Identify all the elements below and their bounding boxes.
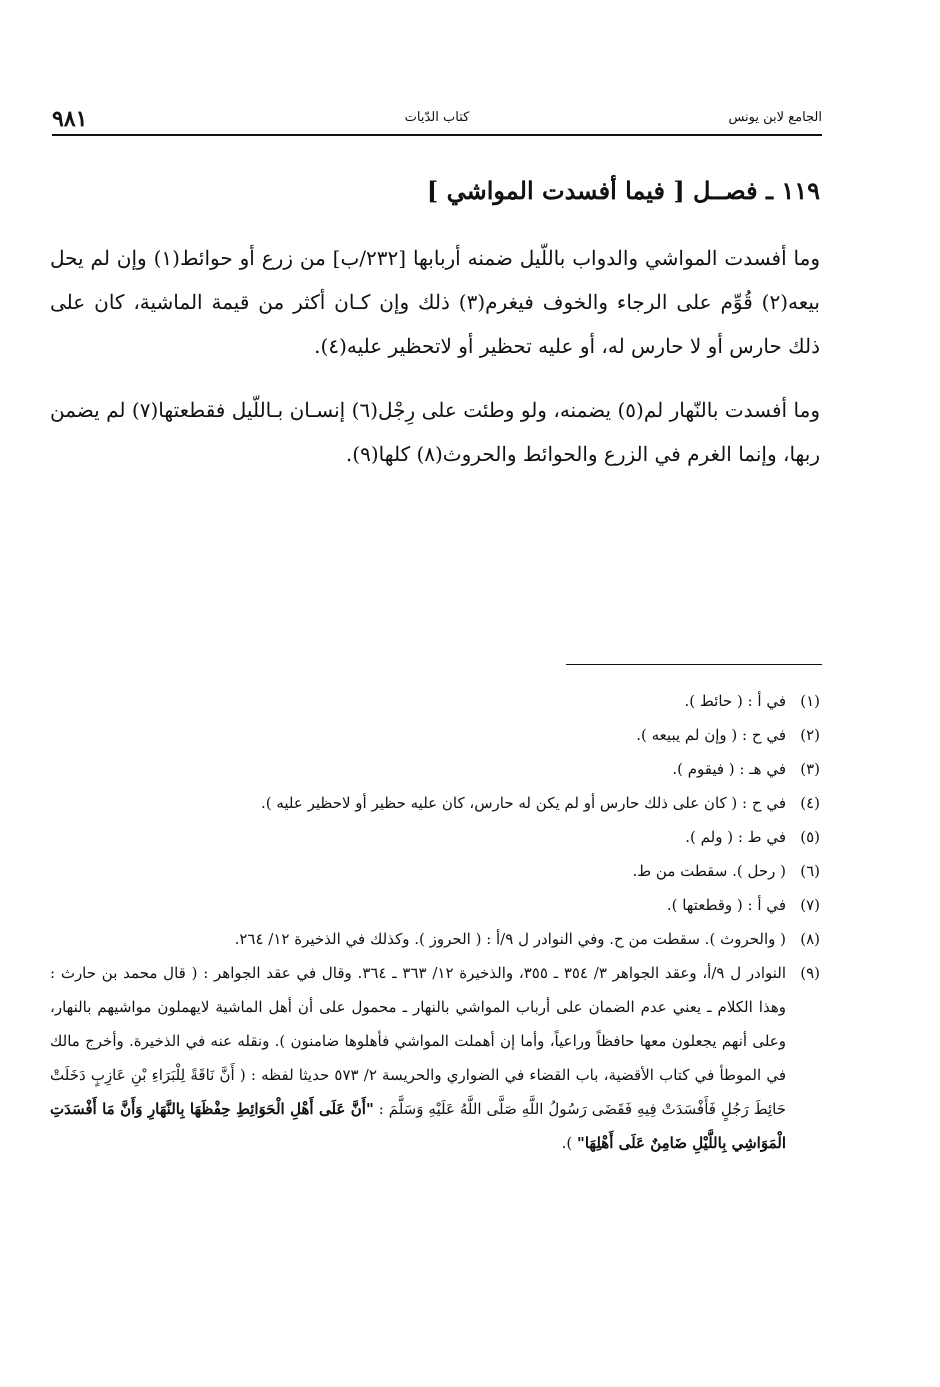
hadith-quote: "أَنَّ عَلَى أَهْلِ الْحَوَائِطِ حِفْظَهَا بِالنَّهَارِ وَأَنَّ مَا أَفْسَدَتِ الْمَوَاشِي بِاللَّيْلِ ضَامِنٌ عَلَى أَهْلِهَا"	[50, 1100, 786, 1152]
footnote-number: (٧)	[800, 896, 820, 914]
footnote-number: (٨)	[800, 930, 820, 948]
running-header	[52, 104, 822, 136]
paragraph: وما أفسدت بالنّهار لم(٥) يضمنه، ولو وطئت على رِجْل(٦) إنسـان بـاللّيل فقطعتها(٧) لم يضمن ربها، وإنما الغرم في الزرع والحوائط والحروث(٨) كلها(٩).	[50, 398, 820, 466]
footnote	[50, 820, 820, 854]
footnote	[50, 684, 820, 718]
footnote-number: (٢)	[800, 726, 820, 744]
footnote-number: (٦)	[800, 862, 820, 880]
section-heading: ١١٩ ـ فصــل [ فيما أفسدت المواشي ]	[426, 176, 820, 205]
paragraph: وما أفسدت المواشي والدواب باللّيل ضمنه أربابها [٢٣٢/ب] من زرع أو حوائط(١) وإن لم يحل بيعه(٢) قُوِّم على الرجاء والخوف فيغرم(٣) ذلك وإن كـان أكثر من قيمة الماشية، كان على ذلك حارس أو لا حارس له، أو عليه تحظير أو لاتحظير عليه(٤).	[50, 246, 820, 358]
footnote-separator	[566, 664, 822, 665]
footnote-text: في ح : ( وإن لم يبيعه ).	[636, 726, 786, 744]
footnote-text: في ح : ( كان على ذلك حارس أو لم يكن له حارس، كان عليه حظير أو لاحظير عليه ).	[260, 794, 786, 812]
footnote-text-tail: ).	[561, 1134, 578, 1152]
footnote-text	[50, 956, 786, 1160]
footnote-text: في هـ : ( فيقوم ).	[672, 760, 786, 778]
footnote-text-body: النوادر ل ٩/أ، وعقد الجواهر ٣/ ٣٥٤ ـ ٣٥٥، والذخيرة ١٢/ ٣٦٣ ـ ٣٦٤. وقال في عقد الجواهر : ( قال محمد بن حارث : وهذا الكلام ـ يعني عدم الضمان على أرباب المواشي بالنهار ـ محمول على أن أهل الماشية لايهملون مواشيهم بالنهار، وعلى أنهم يجعلون معها حافظاً وراعياً، وأما إن أهملت المواشي فأهلوها ضامنون ). ونقله عنه في الذخيرة. وأخرج مالك في الموطأ في كتاب الأقضية، باب القضاء في الضواري والحريسة ٢/ ٥٧٣ حديثا لفظه : ( أَنَّ نَاقَةً لِلْبَرَاءِ بْنِ عَازِبٍ دَخَلَتْ حَائِطَ رَجُلٍ فَأَفْسَدَتْ فِيهِ فَقَضَى رَسُولُ اللَّهِ صَلَّى اللَّهُ عَلَيْهِ وَسَلَّمَ :	[50, 964, 787, 1118]
footnote	[50, 956, 820, 1160]
footnote	[50, 922, 820, 956]
footnote-number: (٤)	[800, 794, 820, 812]
footnote-number: (٣)	[800, 760, 820, 778]
chapter-title: كتاب الدّيات	[404, 110, 470, 125]
footnote-text: في ط : ( ولم ).	[685, 828, 786, 846]
footnote-text: ( والحروث ). سقطت من ح. وفي النوادر ل ٩/أ : ( الحروز ). وكذلك في الذخيرة ١٢/ ٢٦٤.	[234, 930, 786, 948]
footnote-text: ( رحل ). سقطت من ط.	[632, 862, 786, 880]
footnote-text: في أ : ( حائط ).	[684, 692, 786, 710]
main-text	[50, 236, 820, 476]
page-number: ٩٨١	[52, 106, 88, 132]
footnote	[50, 752, 820, 786]
footnote	[50, 718, 820, 752]
footnote-number: (٩)	[800, 964, 820, 982]
footnote-text: في أ : ( وقطعتها ).	[666, 896, 786, 914]
footnote	[50, 854, 820, 888]
footnotes	[50, 684, 820, 1160]
footnote-number: (١)	[800, 692, 820, 710]
footnote-number: (٥)	[800, 828, 820, 846]
footnote	[50, 786, 820, 820]
book-title: الجامع لابن يونس	[728, 110, 822, 125]
footnote	[50, 888, 820, 922]
